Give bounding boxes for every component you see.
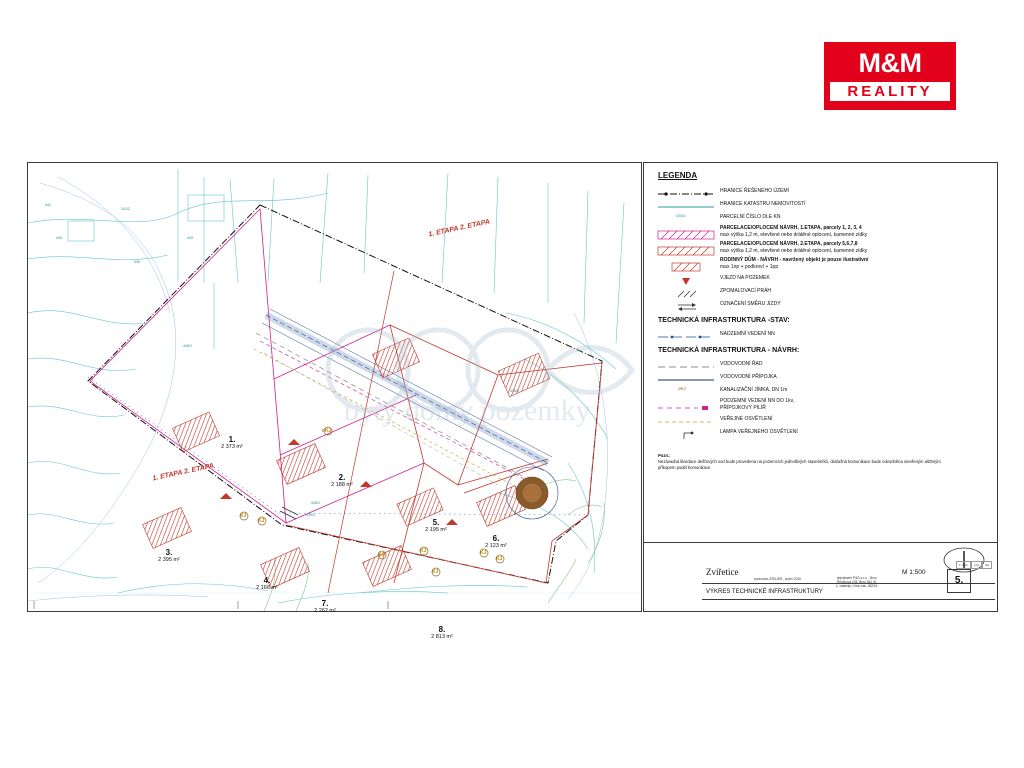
etapa-label-bottom: 1. ETAPA 2. ETAPA bbox=[151, 462, 215, 483]
parcel-label-8: 8. 2 813 m² bbox=[431, 625, 453, 640]
etapa-split-line bbox=[328, 271, 394, 593]
kj-label-8: KJ bbox=[432, 569, 439, 575]
kj-label-6: KJ bbox=[480, 550, 487, 556]
legend-label: VJEZD NA POZEMEK bbox=[720, 274, 770, 281]
cadastre-number-443: 443 bbox=[541, 485, 547, 489]
title-place: Zvířetice bbox=[706, 567, 739, 577]
symbol-solid-darkblue bbox=[658, 372, 714, 382]
legend-item-zpomalovaci-prah bbox=[658, 286, 988, 296]
legend-sample-parcel-number: 436/1 bbox=[676, 213, 687, 218]
legend-label: PARCELACE/OPLOCENÍ NÁVRH, 2.ETAPA, parcely 5,6,7,8 bbox=[720, 241, 858, 247]
legend-item-verejne-osvetleni bbox=[658, 414, 988, 424]
title-meta-right-2: Řezáčova 236, Brno 461 01 bbox=[836, 580, 877, 584]
symbol-dashed-yellow bbox=[658, 414, 714, 424]
cadastre-number-436-1: 436/1 bbox=[311, 501, 320, 505]
kj-label-4: KJ bbox=[378, 552, 385, 558]
cadastre-number-439: 439 bbox=[187, 236, 193, 240]
logo-main-text: M&M bbox=[858, 48, 922, 78]
title-meta-right-3: č. zakázky / číslo zak. 482/16 bbox=[836, 584, 878, 588]
watermark-text: byty domy pozemky bbox=[344, 394, 591, 427]
legend-label: VODOVODNÍ ŘAD bbox=[720, 360, 763, 367]
cadastre-number-436-3: 436/3 bbox=[510, 389, 519, 393]
legend-item-hranice-reseneho-uzemi bbox=[658, 186, 988, 196]
symbol-parcel-number bbox=[658, 212, 714, 222]
legend-label: PARCELACE/OPLOCENÍ NÁVRH, 1.ETAPA, parcely 1, 2, 3, 4 bbox=[720, 225, 862, 231]
parcel-label-2: 2. 2 188 m² bbox=[331, 473, 353, 488]
kj-label-2: KJ bbox=[258, 518, 265, 524]
legend-panel bbox=[643, 162, 998, 544]
legend-item-parcelace-1-etapa bbox=[658, 225, 988, 238]
legend-section-navrh-title: TECHNICKÁ INFRASTRUKTURA - NÁVRH: bbox=[658, 347, 800, 354]
legend-label: LAMPA VEŘEJNÉHO OSVĚTLENÍ bbox=[720, 428, 798, 435]
cadastre-number-446-2: 446/2 bbox=[183, 344, 192, 348]
legend-label: PARCELNÍ ČÍSLO DLE KN bbox=[720, 213, 781, 220]
legend-note-text: Nezávadná likvidace dešťových vod bude provedena na pozemcích jednotlivých stavebníků, obslužná komunikace bude odvodněna otevřeným ašrbným příkopem podél komunikace bbox=[658, 459, 941, 470]
symbol-line-dot-blue bbox=[658, 329, 714, 339]
symbol-circle-kj bbox=[658, 385, 714, 395]
title-meta-right-1: objednatel: P&S s.r.o. , Brno bbox=[836, 576, 877, 580]
cadastre-number-440: 440 bbox=[134, 260, 140, 264]
legend-item-oznaceni-smeru-jizdy bbox=[658, 299, 988, 309]
logo-sub-text: REALITY bbox=[830, 82, 950, 101]
sheet-number: 5. bbox=[947, 569, 971, 593]
parcel-label-7: 7. 2 262 m² bbox=[314, 599, 336, 614]
legend-label: OZNAČENÍ SMĚRU JÍZDY bbox=[720, 300, 781, 307]
legend-label: HRANICE KATASTRU NEMOVITOSTÍ bbox=[720, 200, 806, 207]
parcel-label-4: 4. 2 166 m² bbox=[256, 576, 278, 591]
kj-label-1: KJ bbox=[240, 513, 247, 519]
parcel-label-6: 6. 2 123 m² bbox=[485, 534, 507, 549]
cadastre-number-101-2: 101/2 bbox=[121, 207, 130, 211]
legend-note bbox=[658, 453, 958, 471]
symbol-hatch-magenta bbox=[658, 227, 714, 237]
symbol-dashed-magenta bbox=[658, 400, 714, 410]
symbol-solid-teal bbox=[658, 199, 714, 209]
title-header-cell-0: č. výkr. bbox=[956, 561, 971, 569]
legend-item-kanalizacni-jimka bbox=[658, 385, 988, 395]
map-graphics bbox=[28, 163, 641, 611]
legend-item-nadzemni-vedeni-nn bbox=[658, 329, 988, 339]
symbol-dot-dash-black bbox=[658, 186, 714, 196]
legend-label: VODOVODNÍ PŘÍPOJKA bbox=[720, 373, 777, 380]
title-block bbox=[643, 542, 998, 612]
legend-section-stav-title: TECHNICKÁ INFRASTRUKTURA -STAV: bbox=[658, 317, 790, 324]
cadastre-number-441: 441 bbox=[45, 203, 51, 207]
site-plan-drawing bbox=[27, 162, 642, 640]
legend-sublabel: PŘÍPOJKOVÝ PILÍŘ bbox=[720, 404, 766, 411]
symbol-arrow-red bbox=[658, 273, 714, 283]
kj-label-7: KJ bbox=[496, 556, 503, 562]
legend-sample-kj: oKJ bbox=[678, 386, 686, 391]
legend-item-rodinny-dum bbox=[658, 257, 988, 270]
legend-item-parcelace-2-etapa bbox=[658, 241, 988, 254]
parcel-label-5: 5. 2 195 m² bbox=[425, 518, 447, 533]
legend-item-vodovodni-rad bbox=[658, 359, 988, 369]
symbol-hatched-bar bbox=[658, 286, 714, 296]
mm-reality-logo bbox=[824, 42, 956, 110]
legend-label: HRANICE ŘEŠENÉHO ÚZEMÍ bbox=[720, 187, 789, 194]
legend-item-parcelni-cislo bbox=[658, 212, 988, 222]
title-header-cells bbox=[956, 561, 992, 569]
legend-label: NADZEMNÍ VEDENÍ NN bbox=[720, 330, 775, 337]
legend-sublabel: max výška 1,2 m, otevřené nebo drátěné oplocení, kamenné zídky bbox=[720, 231, 868, 238]
symbol-two-arrows bbox=[658, 299, 714, 309]
legend-label: ZPOMALOVACÍ PRÁH bbox=[720, 287, 772, 294]
legend-title: LEGENDA bbox=[658, 171, 698, 180]
legend-note-title: Pozn.: bbox=[658, 453, 671, 458]
title-scale: M 1:500 bbox=[902, 569, 926, 576]
cadastre-number-434-1: 434/1 bbox=[306, 513, 315, 517]
symbol-dashed-gray bbox=[658, 359, 714, 369]
symbol-hatch-red bbox=[658, 243, 714, 253]
legend-label: KANALIZAČNÍ JÍMKA, DN 1m bbox=[720, 386, 788, 393]
symbol-lamp bbox=[658, 427, 714, 437]
title-meta-left: zpracoval: ATELIÉR , srpen 2016 bbox=[754, 577, 801, 581]
etapa-label-top: 1. ETAPA 2. ETAPA bbox=[427, 218, 491, 239]
parcel-label-3: 3. 2 395 m² bbox=[158, 548, 180, 563]
symbol-hatch-house bbox=[658, 259, 714, 269]
kj-label-5: KJ bbox=[420, 548, 427, 554]
legend-label: RODINNÝ DŮM - NÁVRH - navržený objekt je pouze ilustrativní bbox=[720, 257, 869, 263]
legend-item-lampa-verejneho-osvetleni bbox=[658, 427, 988, 437]
legend-label: PODZEMNÍ VEDENÍ NN DO 1kv, bbox=[720, 398, 795, 404]
legend-item-vjezd-na-pozemek bbox=[658, 273, 988, 283]
parcel-label-1: 1. 2 373 m² bbox=[221, 435, 243, 450]
legend-sublabel: max 1np + podkroví + 1pp bbox=[720, 263, 779, 270]
title-header-cell-2: list bbox=[982, 561, 992, 569]
kj-label-3: oKJ bbox=[322, 428, 332, 434]
cadastre-number-445: 445 bbox=[56, 236, 62, 240]
title-header-cell-1: příl. bbox=[971, 561, 982, 569]
scale-ruler bbox=[34, 601, 388, 609]
legend-item-vodovodni-pripojka bbox=[658, 372, 988, 382]
title-meta-right bbox=[836, 576, 877, 588]
legend-sublabel: max výška 1,2 m, otevřené nebo drátěné oplocení, kamenné zídky bbox=[720, 247, 868, 254]
legend-label: VEŘEJNÉ OSVĚTLENÍ bbox=[720, 415, 773, 422]
legend-item-hranice-katastru bbox=[658, 199, 988, 209]
title-subtitle: VÝKRES TECHNICKÉ INFRASTRUKTURY bbox=[706, 589, 823, 595]
legend-item-podzemni-vedeni-nn bbox=[658, 398, 988, 411]
